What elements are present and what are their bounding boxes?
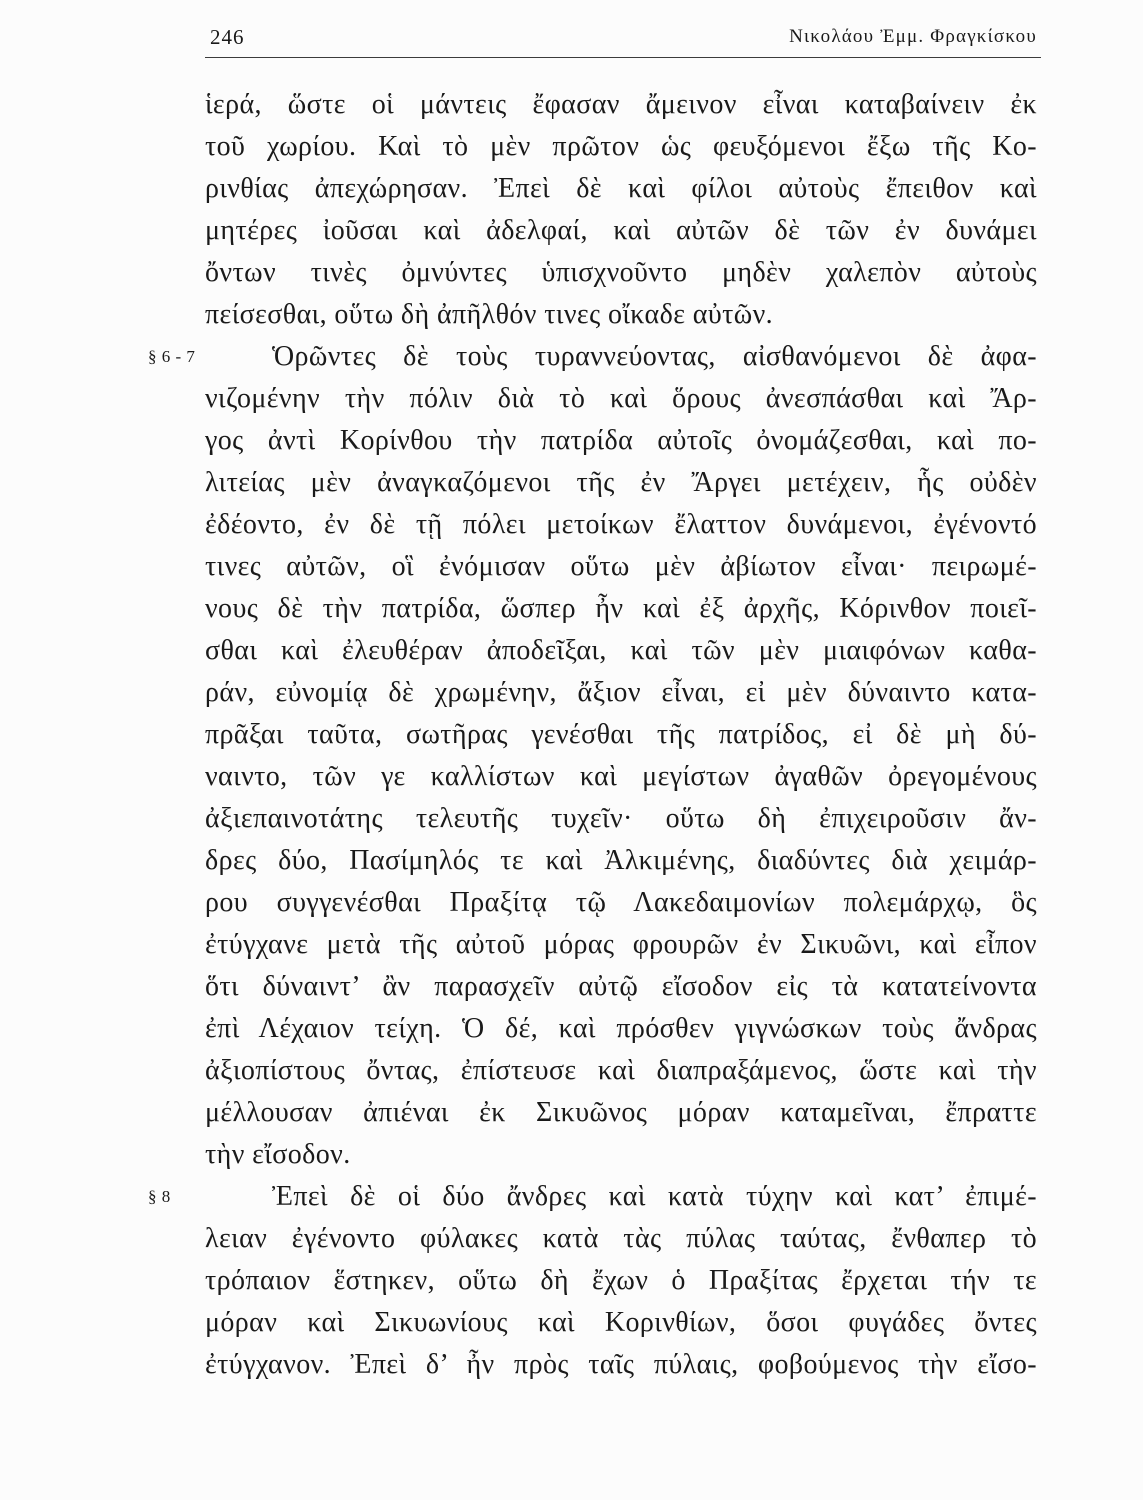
text-line: τὴν εἴσοδον. bbox=[205, 1139, 351, 1170]
text-line: ἐτύγχανον. Ἐπεὶ δ’ ἦν πρὸς ταῖς πύλαις, φοβούμενος τὴν εἴσο- bbox=[205, 1349, 1037, 1380]
text-line: Ὁρῶντες δὲ τοὺς τυραννεύοντας, αἰσθανόμενοι δὲ ἀφα- bbox=[272, 341, 1037, 372]
main-text bbox=[148, 84, 1037, 1386]
text-line: Ἐπεὶ δὲ οἱ δύο ἄνδρες καὶ κατὰ τύχην καὶ κατ’ ἐπιμέ- bbox=[272, 1181, 1037, 1212]
text-line: ὅτι δύναιντ’ ἂν παρασχεῖν αὐτῷ εἴσοδον εἰς τὰ κατατείνοντα bbox=[205, 971, 1037, 1002]
text-line: ἱερά, ὥστε οἱ μάντεις ἔφασαν ἄμεινον εἶναι καταβαίνειν ἐκ bbox=[205, 89, 1037, 120]
text-line: ἀξιεπαινοτάτης τελευτῆς τυχεῖν· οὕτω δὴ ἐπιχειροῦσιν ἄν- bbox=[205, 803, 1037, 834]
text-line: ἐτύγχανε μετὰ τῆς αὐτοῦ μόρας φρουρῶν ἐν Σικυῶνι, καὶ εἶπον bbox=[205, 929, 1037, 960]
running-title: Νικολάου Ἐμμ. Φραγκίσκου bbox=[789, 26, 1037, 47]
text-line: μητέρες ἰοῦσαι καὶ ἀδελφαί, καὶ αὐτῶν δὲ τῶν ἐν δυνάμει bbox=[205, 215, 1037, 246]
text-line: πείσεσθαι, οὕτω δὴ ἀπῆλθόν τινες οἴκαδε αὐτῶν. bbox=[205, 299, 774, 330]
section-marker: § 8 bbox=[148, 1187, 171, 1206]
text-line: ρου συγγενέσθαι Πραξίτᾳ τῷ Λακεδαιμονίων πολεμάρχῳ, ὃς bbox=[205, 887, 1037, 918]
text-line: ναιντο, τῶν γε καλλίστων καὶ μεγίστων ἀγαθῶν ὀρεγομένους bbox=[205, 761, 1037, 792]
text-line: ράν, εὐνομίᾳ δὲ χρωμένην, ἄξιον εἶναι, εἰ μὲν δύναιντο κατα- bbox=[205, 677, 1037, 708]
text-line: νους δὲ τὴν πατρίδα, ὥσπερ ἦν καὶ ἐξ ἀρχῆς, Κόρινθον ποιεῖ- bbox=[205, 593, 1037, 624]
text-line: ρινθίας ἀπεχώρησαν. Ἐπεὶ δὲ καὶ φίλοι αὐτοὺς ἔπειθον καὶ bbox=[205, 173, 1037, 204]
text-line: πρᾶξαι ταῦτα, σωτῆρας γενέσθαι τῆς πατρίδος, εἰ δὲ μὴ δύ- bbox=[205, 719, 1037, 750]
paragraph bbox=[148, 1176, 1037, 1386]
text-line: ἐπὶ Λέχαιον τείχη. Ὁ δέ, καὶ πρόσθεν γιγνώσκων τοὺς ἄνδρας bbox=[205, 1013, 1037, 1044]
paragraph bbox=[205, 84, 1037, 336]
text-line: τοῦ χωρίου. Καὶ τὸ μὲν πρῶτον ὡς φευξόμενοι ἔξω τῆς Κο- bbox=[205, 131, 1037, 162]
text-line: νιζομένην τὴν πόλιν διὰ τὸ καὶ ὅρους ἀνεσπάσθαι καὶ Ἄρ- bbox=[205, 383, 1037, 414]
text-line: λιτείας μὲν ἀναγκαζόμενοι τῆς ἐν Ἄργει μετέχειν, ἧς οὐδὲν bbox=[205, 467, 1037, 498]
header-rule bbox=[205, 57, 1041, 58]
text-line: λειαν ἐγένοντο φύλακες κατὰ τὰς πύλας ταύτας, ἔνθαπερ τὸ bbox=[205, 1223, 1037, 1254]
text-line: ἀξιοπίστους ὄντας, ἐπίστευσε καὶ διαπραξάμενος, ὥστε καὶ τὴν bbox=[205, 1055, 1037, 1086]
section-marker: § 6 - 7 bbox=[148, 347, 196, 366]
text-line: μόραν καὶ Σικυωνίους καὶ Κορινθίων, ὅσοι φυγάδες ὄντες bbox=[205, 1307, 1037, 1338]
text-line: τινες αὐτῶν, οἳ ἐνόμισαν οὕτω μὲν ἀβίωτον εἶναι· πειρωμέ- bbox=[205, 551, 1037, 582]
text-line: τρόπαιον ἕστηκεν, οὕτω δὴ ἔχων ὁ Πραξίτας ἔρχεται τήν τε bbox=[205, 1265, 1037, 1296]
page-number: 246 bbox=[210, 25, 245, 49]
text-line: μέλλουσαν ἀπιέναι ἐκ Σικυῶνος μόραν καταμεῖναι, ἔπραττε bbox=[205, 1097, 1037, 1128]
text-line: ἐδέοντο, ἐν δὲ τῇ πόλει μετοίκων ἔλαττον δυνάμενοι, ἐγένοντό bbox=[205, 509, 1037, 540]
paragraph bbox=[148, 336, 1037, 1176]
text-line: σθαι καὶ ἐλευθέραν ἀποδεῖξαι, καὶ τῶν μὲν μιαιφόνων καθα- bbox=[205, 635, 1037, 666]
text-line: γος ἀντὶ Κορίνθου τὴν πατρίδα αὐτοῖς ὀνομάζεσθαι, καὶ πο- bbox=[205, 425, 1037, 456]
text-line: δρες δύο, Πασίμηλός τε καὶ Ἀλκιμένης, διαδύντες διὰ χειμάρ- bbox=[205, 845, 1037, 876]
text-line: ὄντων τινὲς ὀμνύντες ὑπισχνοῦντο μηδὲν χαλεπὸν αὐτοὺς bbox=[205, 257, 1037, 288]
